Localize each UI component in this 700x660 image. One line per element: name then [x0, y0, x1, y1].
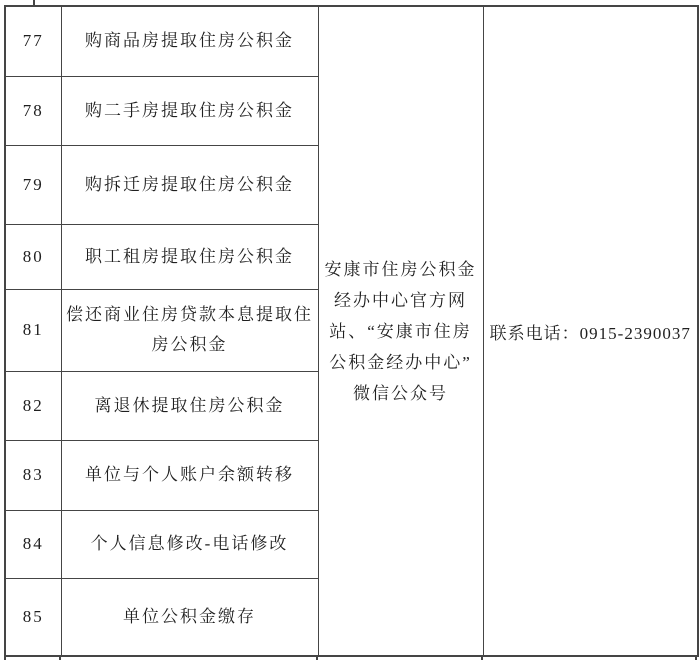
channel-info-line: 经办中心官方网 — [334, 290, 467, 310]
service-name-cell: 偿还商业住房贷款本息提取住房公积金 — [61, 289, 318, 371]
channel-info-line: 站、“安康市住房 — [329, 321, 472, 341]
channel-info-line: 微信公众号 — [353, 383, 448, 403]
contact-cell — [483, 6, 698, 656]
table-row — [5, 6, 698, 76]
table-bottom-fragment-line — [4, 656, 6, 660]
service-table — [4, 5, 699, 657]
table-bottom-fragment-line — [316, 656, 318, 660]
contact-label: 联系电话： — [489, 323, 580, 343]
channel-info-line: 公积金经办中心” — [329, 352, 472, 372]
channel-info-cell — [318, 6, 483, 656]
service-name-cell: 单位与个人账户余额转移 — [61, 440, 318, 510]
row-number-cell: 83 — [5, 440, 61, 510]
row-number-cell: 81 — [5, 289, 61, 371]
channel-info-line: 安康市住房公积金 — [324, 259, 477, 279]
service-name-cell: 购商品房提取住房公积金 — [61, 6, 318, 76]
service-name-cell: 购二手房提取住房公积金 — [61, 76, 318, 145]
table-bottom-fragment-line — [481, 656, 483, 660]
service-name-cell: 离退休提取住房公积金 — [61, 371, 318, 440]
row-number-cell: 85 — [5, 578, 61, 656]
row-number-cell: 77 — [5, 6, 61, 76]
row-number-cell: 80 — [5, 224, 61, 289]
table-bottom-fragment-line — [59, 656, 61, 660]
row-number-cell: 82 — [5, 371, 61, 440]
row-number-cell: 79 — [5, 145, 61, 224]
contact-phone: 0915-2390037 — [579, 323, 691, 343]
row-number-cell: 84 — [5, 510, 61, 578]
service-name-cell: 个人信息修改-电话修改 — [61, 510, 318, 578]
service-name-cell: 单位公积金缴存 — [61, 578, 318, 656]
table-bottom-fragment-line — [695, 656, 697, 660]
row-number-cell: 78 — [5, 76, 61, 145]
service-name-cell: 职工租房提取住房公积金 — [61, 224, 318, 289]
service-name-cell: 购拆迁房提取住房公积金 — [61, 145, 318, 224]
